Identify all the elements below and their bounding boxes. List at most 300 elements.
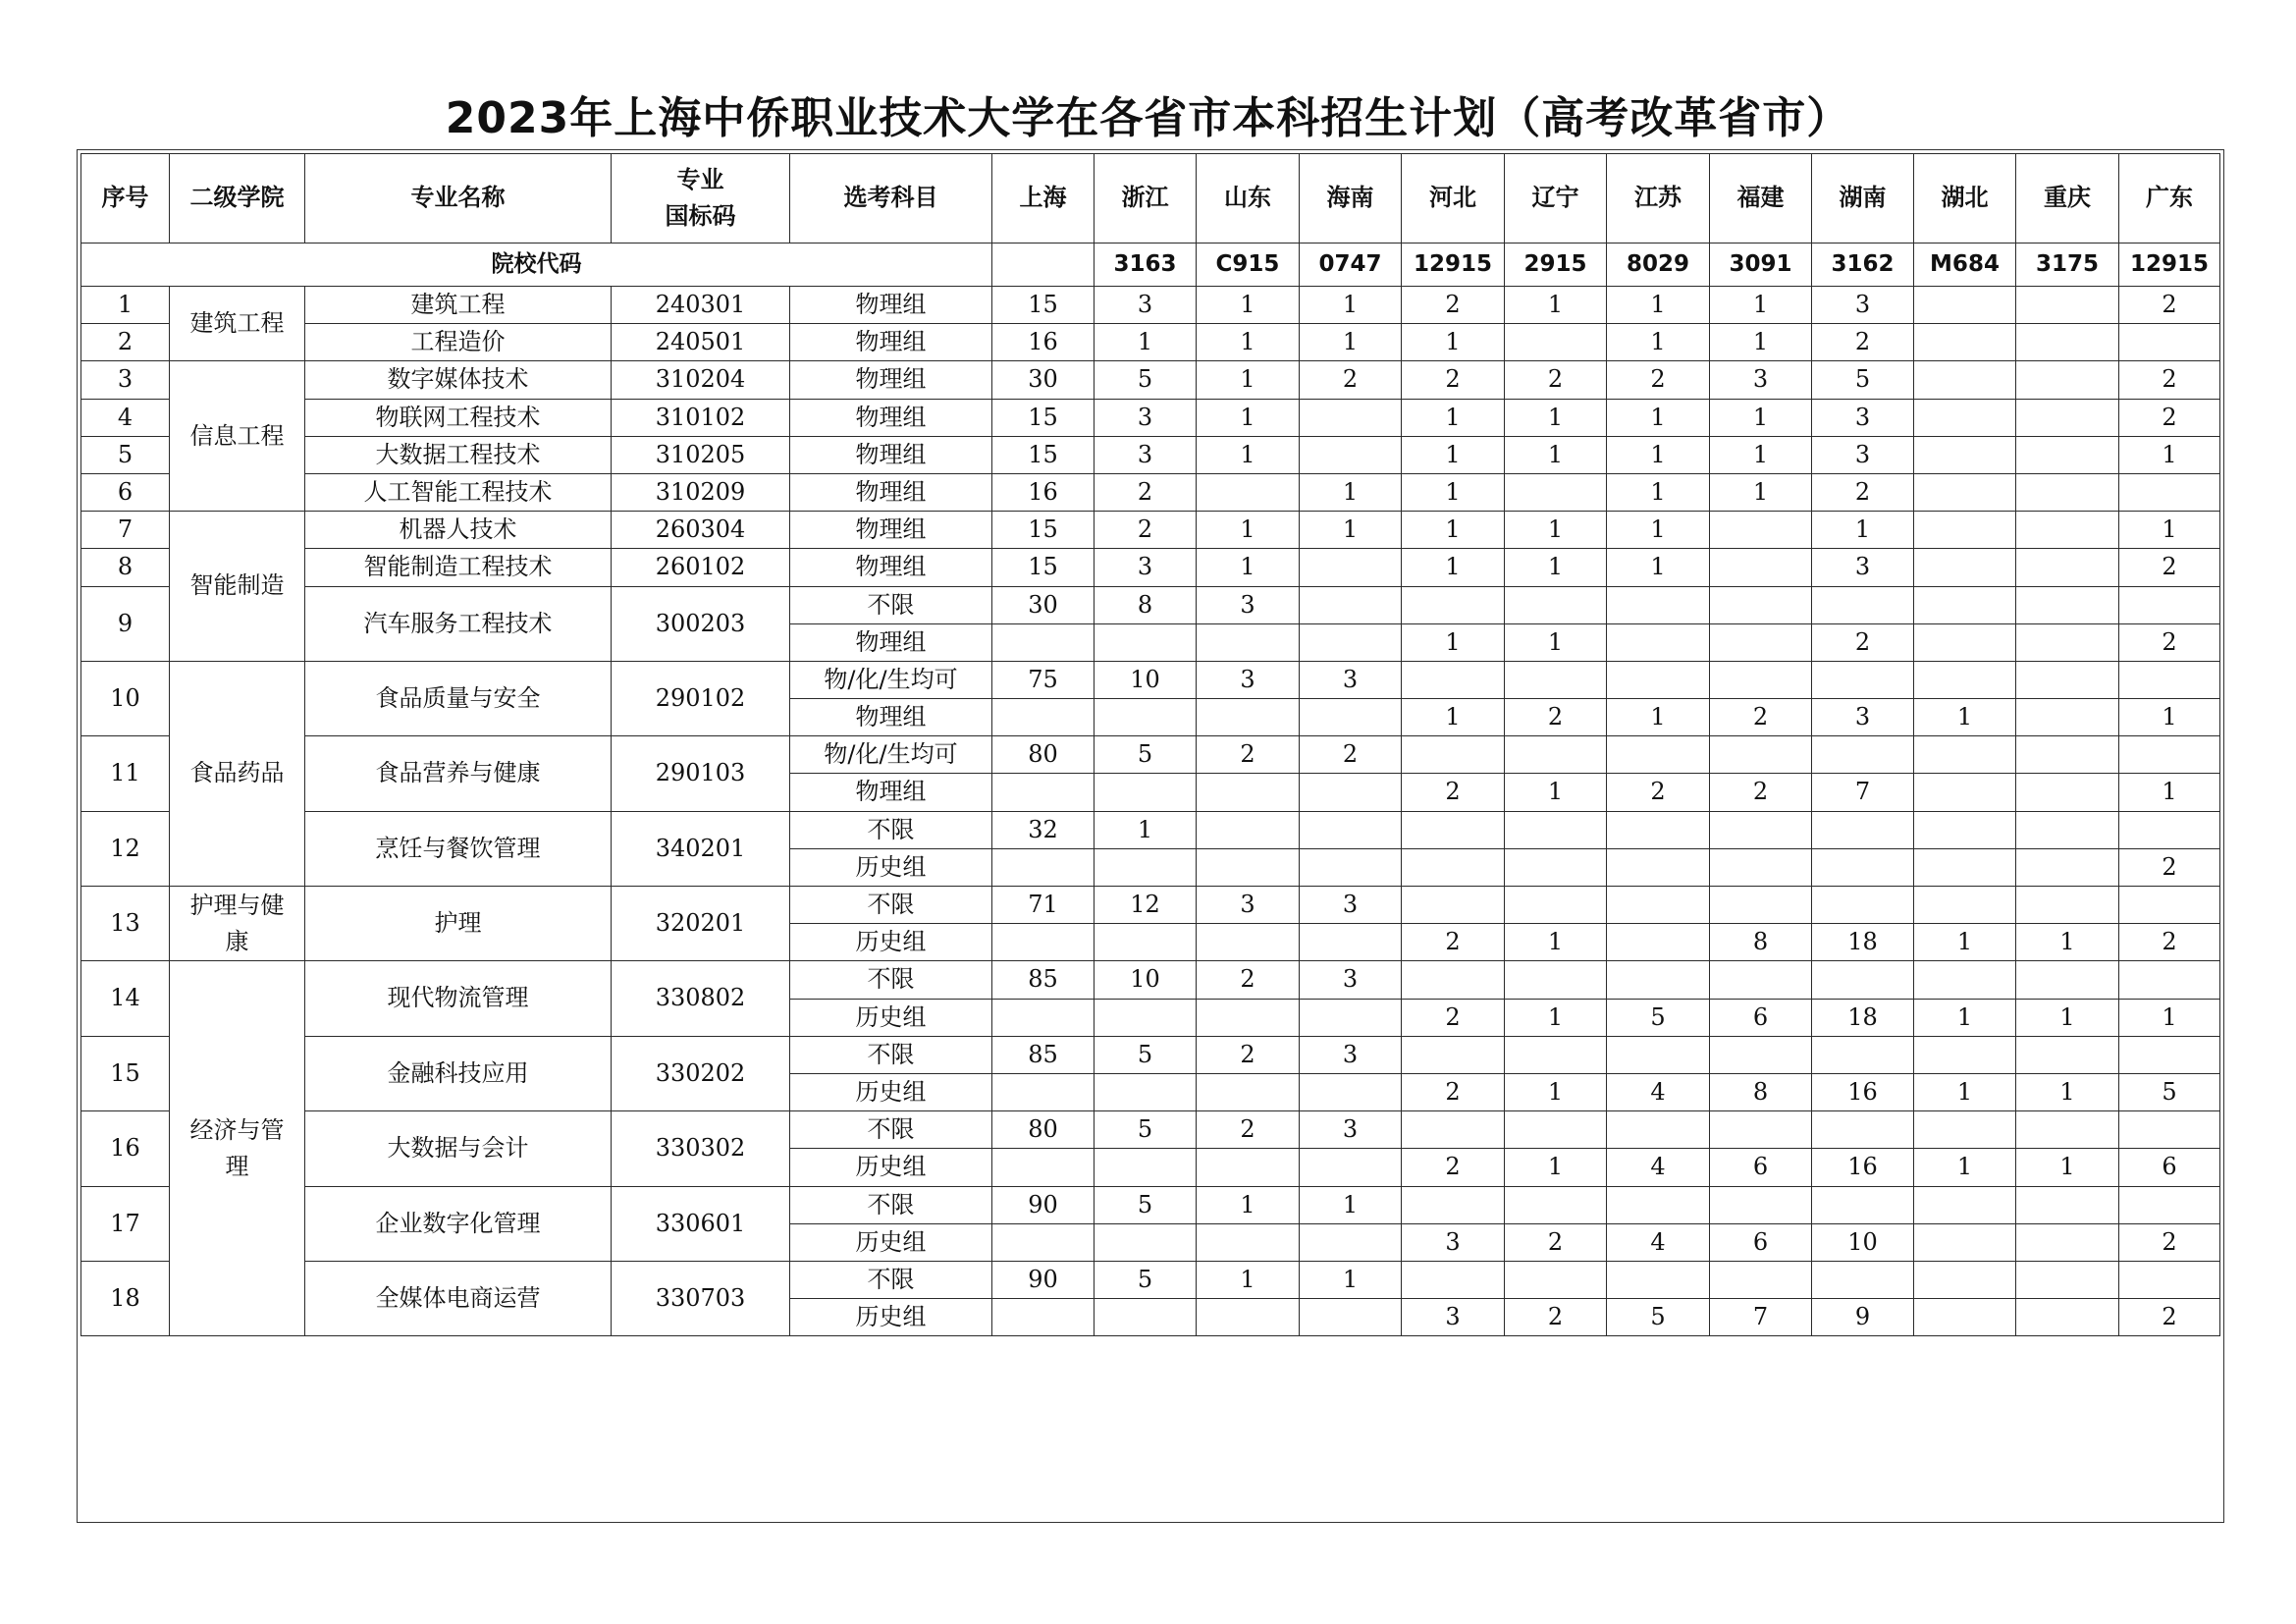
quota-cell xyxy=(1197,1223,1300,1261)
quota-cell xyxy=(1710,811,1812,848)
quota-cell: 3 xyxy=(1197,887,1300,924)
major-code: 310209 xyxy=(612,473,790,511)
quota-cell: 5 xyxy=(1812,361,1914,399)
subject-requirement: 不限 xyxy=(790,1111,992,1149)
header-province: 浙江 xyxy=(1095,154,1197,244)
header-code-line2: 国标码 xyxy=(665,202,736,230)
subject-requirement: 物理组 xyxy=(790,287,992,324)
quota-cell xyxy=(1607,848,1710,886)
quota-cell: 1 xyxy=(1607,549,1710,586)
subject-requirement: 物理组 xyxy=(790,699,992,736)
quota-cell xyxy=(1505,1036,1607,1073)
quota-cell: 15 xyxy=(992,512,1095,549)
quota-cell: 1 xyxy=(1505,774,1607,811)
quota-cell xyxy=(1710,1261,1812,1298)
college-name xyxy=(170,887,305,961)
college-name-line2: 理 xyxy=(225,1152,249,1180)
quota-cell xyxy=(992,1223,1095,1261)
quota-cell xyxy=(1197,473,1300,511)
quota-cell xyxy=(1300,924,1402,961)
college-name xyxy=(170,961,305,1336)
major-code: 310204 xyxy=(612,361,790,399)
quota-cell xyxy=(1914,736,2016,774)
quota-cell: 1 xyxy=(1914,999,2016,1036)
quota-cell xyxy=(1914,287,2016,324)
quota-cell: 5 xyxy=(1095,736,1197,774)
quota-cell xyxy=(1505,1261,1607,1298)
quota-cell: 32 xyxy=(992,811,1095,848)
quota-cell xyxy=(1300,623,1402,661)
quota-cell: 1 xyxy=(1300,512,1402,549)
quota-cell: 2 xyxy=(1402,999,1505,1036)
quota-cell xyxy=(1914,887,2016,924)
quota-cell xyxy=(1402,736,1505,774)
quota-cell xyxy=(1812,811,1914,848)
major-name: 护理 xyxy=(305,887,612,961)
quota-cell: 5 xyxy=(1095,1186,1197,1223)
quota-cell xyxy=(1402,1261,1505,1298)
quota-cell: 2 xyxy=(1505,699,1607,736)
quota-cell xyxy=(1710,512,1812,549)
quota-cell xyxy=(2119,1036,2220,1073)
quota-cell: 1 xyxy=(1197,1186,1300,1223)
quota-cell xyxy=(1607,586,1710,623)
quota-cell: 1 xyxy=(1402,399,1505,436)
quota-cell xyxy=(1914,473,2016,511)
quota-cell xyxy=(1300,774,1402,811)
quota-cell: 2 xyxy=(1197,1036,1300,1073)
major-name: 人工智能工程技术 xyxy=(305,473,612,511)
college-name: 食品药品 xyxy=(170,661,305,886)
quota-cell: 1 xyxy=(1914,924,2016,961)
quota-cell: 3 xyxy=(1197,661,1300,698)
quota-cell xyxy=(1505,961,1607,999)
quota-cell xyxy=(1710,848,1812,886)
quota-cell xyxy=(1197,699,1300,736)
quota-cell: 1 xyxy=(1300,324,1402,361)
quota-cell: 1 xyxy=(1710,324,1812,361)
row-index: 10 xyxy=(81,661,170,735)
header-code-line1: 专业 xyxy=(676,165,724,193)
quota-cell xyxy=(1095,999,1197,1036)
quota-cell xyxy=(1402,848,1505,886)
quota-cell: 2 xyxy=(1812,623,1914,661)
quota-cell xyxy=(1914,961,2016,999)
quota-cell: 10 xyxy=(1812,1223,1914,1261)
college-name-line2: 康 xyxy=(225,927,249,955)
quota-cell xyxy=(1197,999,1300,1036)
quota-cell xyxy=(1812,1111,1914,1149)
major-name: 全媒体电商运营 xyxy=(305,1261,612,1335)
major-name: 数字媒体技术 xyxy=(305,361,612,399)
major-name: 机器人技术 xyxy=(305,512,612,549)
quota-cell xyxy=(1607,887,1710,924)
quota-cell: 6 xyxy=(2119,1149,2220,1186)
quota-cell xyxy=(1095,1149,1197,1186)
quota-cell: 2 xyxy=(1710,774,1812,811)
quota-cell xyxy=(1914,436,2016,473)
quota-cell xyxy=(1914,1111,2016,1149)
quota-cell xyxy=(1607,961,1710,999)
quota-cell: 2 xyxy=(1197,736,1300,774)
major-name: 大数据工程技术 xyxy=(305,436,612,473)
quota-cell: 6 xyxy=(1710,1149,1812,1186)
quota-cell xyxy=(1607,623,1710,661)
quota-cell: 2 xyxy=(2119,549,2220,586)
quota-cell: 1 xyxy=(1607,512,1710,549)
quota-cell: 2 xyxy=(1402,924,1505,961)
quota-cell: 1 xyxy=(1197,436,1300,473)
quota-cell: 3 xyxy=(1197,586,1300,623)
header-province: 山东 xyxy=(1197,154,1300,244)
header-province: 重庆 xyxy=(2016,154,2119,244)
quota-cell: 4 xyxy=(1607,1073,1710,1110)
quota-cell xyxy=(1300,848,1402,886)
quota-cell: 2 xyxy=(2119,287,2220,324)
school-code-cell: 3175 xyxy=(2016,244,2119,287)
quota-cell: 2 xyxy=(1402,1149,1505,1186)
quota-cell: 3 xyxy=(1300,887,1402,924)
school-code-row xyxy=(81,244,2220,287)
table-row xyxy=(81,324,2220,361)
table-row xyxy=(81,811,2220,848)
quota-cell xyxy=(992,1299,1095,1336)
table-row xyxy=(81,361,2220,399)
quota-cell xyxy=(1607,1111,1710,1149)
quota-cell: 1 xyxy=(1402,324,1505,361)
quota-cell xyxy=(1710,623,1812,661)
major-code: 310102 xyxy=(612,399,790,436)
quota-cell xyxy=(1914,1261,2016,1298)
quota-cell: 1 xyxy=(1914,1149,2016,1186)
quota-cell: 3 xyxy=(1300,661,1402,698)
quota-cell: 1 xyxy=(1505,1073,1607,1110)
quota-cell: 1 xyxy=(2119,436,2220,473)
quota-cell xyxy=(1607,1186,1710,1223)
quota-cell: 5 xyxy=(1095,1111,1197,1149)
quota-cell: 2 xyxy=(2119,623,2220,661)
quota-cell xyxy=(1505,887,1607,924)
quota-cell xyxy=(1710,887,1812,924)
row-index: 14 xyxy=(81,961,170,1036)
table-row xyxy=(81,436,2220,473)
school-code-cell: M684 xyxy=(1914,244,2016,287)
quota-cell: 5 xyxy=(1095,1036,1197,1073)
header-province: 河北 xyxy=(1402,154,1505,244)
table-body xyxy=(81,154,2220,1336)
subject-requirement: 不限 xyxy=(790,1036,992,1073)
quota-cell xyxy=(1505,1186,1607,1223)
quota-cell: 6 xyxy=(1710,1223,1812,1261)
quota-cell xyxy=(1300,999,1402,1036)
subject-requirement: 历史组 xyxy=(790,1223,992,1261)
subject-requirement: 不限 xyxy=(790,1186,992,1223)
quota-cell: 2 xyxy=(1812,324,1914,361)
quota-cell: 2 xyxy=(1505,361,1607,399)
quota-cell xyxy=(1300,399,1402,436)
quota-cell: 1 xyxy=(1300,1261,1402,1298)
subject-requirement: 物理组 xyxy=(790,774,992,811)
quota-cell: 2 xyxy=(1402,1073,1505,1110)
quota-cell xyxy=(992,848,1095,886)
quota-cell xyxy=(2016,436,2119,473)
header-province: 辽宁 xyxy=(1505,154,1607,244)
quota-cell xyxy=(1914,661,2016,698)
quota-cell: 7 xyxy=(1812,774,1914,811)
quota-cell: 1 xyxy=(1505,549,1607,586)
quota-cell xyxy=(992,1073,1095,1110)
subject-requirement: 历史组 xyxy=(790,1299,992,1336)
quota-cell xyxy=(1710,1036,1812,1073)
quota-cell xyxy=(1402,887,1505,924)
header-code xyxy=(612,154,790,244)
quota-cell: 3 xyxy=(1812,549,1914,586)
quota-cell xyxy=(1300,699,1402,736)
quota-cell xyxy=(1197,623,1300,661)
quota-cell: 1 xyxy=(1505,1149,1607,1186)
quota-cell xyxy=(1095,924,1197,961)
row-index: 3 xyxy=(81,361,170,399)
quota-cell: 3 xyxy=(1300,961,1402,999)
quota-cell: 1 xyxy=(1505,287,1607,324)
quota-cell: 3 xyxy=(1095,399,1197,436)
quota-cell xyxy=(1812,736,1914,774)
quota-cell xyxy=(1197,924,1300,961)
table-row xyxy=(81,586,2220,623)
subject-requirement: 历史组 xyxy=(790,999,992,1036)
header-province: 福建 xyxy=(1710,154,1812,244)
quota-cell: 1 xyxy=(1505,924,1607,961)
quota-cell xyxy=(1607,811,1710,848)
quota-cell: 30 xyxy=(992,361,1095,399)
subject-requirement: 历史组 xyxy=(790,848,992,886)
major-name: 工程造价 xyxy=(305,324,612,361)
quota-cell: 15 xyxy=(992,549,1095,586)
quota-cell: 1 xyxy=(1402,549,1505,586)
header-row xyxy=(81,154,2220,244)
quota-cell: 1 xyxy=(1914,699,2016,736)
major-code: 260304 xyxy=(612,512,790,549)
quota-cell: 10 xyxy=(1095,961,1197,999)
row-index: 11 xyxy=(81,736,170,811)
subject-requirement: 历史组 xyxy=(790,924,992,961)
enrollment-plan-table xyxy=(80,153,2220,1336)
quota-cell: 6 xyxy=(1710,999,1812,1036)
quota-cell xyxy=(1914,549,2016,586)
quota-cell: 85 xyxy=(992,1036,1095,1073)
quota-cell: 1 xyxy=(1812,512,1914,549)
quota-cell xyxy=(2119,661,2220,698)
quota-cell xyxy=(1197,848,1300,886)
quota-cell: 15 xyxy=(992,287,1095,324)
quota-cell xyxy=(1505,736,1607,774)
quota-cell: 1 xyxy=(1710,287,1812,324)
quota-cell: 9 xyxy=(1812,1299,1914,1336)
quota-cell: 1 xyxy=(1607,287,1710,324)
quota-cell: 85 xyxy=(992,961,1095,999)
quota-cell: 1 xyxy=(1095,324,1197,361)
quota-cell: 2 xyxy=(1402,774,1505,811)
quota-cell: 18 xyxy=(1812,924,1914,961)
quota-cell xyxy=(2119,887,2220,924)
quota-cell xyxy=(1914,586,2016,623)
quota-cell xyxy=(2016,512,2119,549)
quota-cell xyxy=(1300,811,1402,848)
quota-cell xyxy=(2016,399,2119,436)
quota-cell xyxy=(1914,361,2016,399)
major-name: 智能制造工程技术 xyxy=(305,549,612,586)
quota-cell: 4 xyxy=(1607,1223,1710,1261)
subject-requirement: 不限 xyxy=(790,961,992,999)
quota-cell: 1 xyxy=(1505,399,1607,436)
major-code: 260102 xyxy=(612,549,790,586)
quota-cell: 5 xyxy=(1607,999,1710,1036)
quota-cell: 80 xyxy=(992,1111,1095,1149)
quota-cell: 5 xyxy=(2119,1073,2220,1110)
quota-cell xyxy=(1710,1186,1812,1223)
quota-cell xyxy=(2016,473,2119,511)
quota-cell xyxy=(1914,1299,2016,1336)
quota-cell: 80 xyxy=(992,736,1095,774)
quota-cell xyxy=(1402,961,1505,999)
header-province: 广东 xyxy=(2119,154,2220,244)
quota-cell xyxy=(1812,1261,1914,1298)
quota-cell: 1 xyxy=(1505,623,1607,661)
quota-cell xyxy=(2016,736,2119,774)
quota-cell: 1 xyxy=(1300,1186,1402,1223)
quota-cell xyxy=(2016,699,2119,736)
quota-cell: 16 xyxy=(1812,1073,1914,1110)
table-row xyxy=(81,473,2220,511)
quota-cell xyxy=(1095,848,1197,886)
school-code-label: 院校代码 xyxy=(81,244,992,287)
quota-cell: 2 xyxy=(1607,774,1710,811)
quota-cell: 3 xyxy=(1095,287,1197,324)
quota-cell xyxy=(2016,661,2119,698)
quota-cell xyxy=(1812,1036,1914,1073)
quota-cell: 16 xyxy=(992,324,1095,361)
college-name-line1: 经济与管 xyxy=(189,1115,285,1144)
quota-cell: 3 xyxy=(1300,1036,1402,1073)
quota-cell xyxy=(1095,1299,1197,1336)
quota-cell xyxy=(1710,736,1812,774)
quota-cell xyxy=(2016,287,2119,324)
quota-cell: 3 xyxy=(1095,436,1197,473)
quota-cell xyxy=(2016,961,2119,999)
quota-cell xyxy=(2119,586,2220,623)
quota-cell: 1 xyxy=(1402,699,1505,736)
quota-cell: 5 xyxy=(1607,1299,1710,1336)
school-code-cell: 0747 xyxy=(1300,244,1402,287)
quota-cell xyxy=(2119,811,2220,848)
quota-cell: 5 xyxy=(1095,1261,1197,1298)
row-index: 9 xyxy=(81,586,170,661)
quota-cell xyxy=(992,774,1095,811)
major-name: 金融科技应用 xyxy=(305,1036,612,1110)
quota-cell xyxy=(1812,1186,1914,1223)
table-row xyxy=(81,549,2220,586)
quota-cell xyxy=(2016,848,2119,886)
quota-cell xyxy=(992,999,1095,1036)
quota-cell: 2 xyxy=(1812,473,1914,511)
quota-cell: 1 xyxy=(1505,512,1607,549)
quota-cell xyxy=(2016,1299,2119,1336)
major-name: 建筑工程 xyxy=(305,287,612,324)
quota-cell xyxy=(2016,1223,2119,1261)
quota-cell xyxy=(992,699,1095,736)
major-code: 300203 xyxy=(612,586,790,661)
row-index: 6 xyxy=(81,473,170,511)
quota-cell xyxy=(1914,1223,2016,1261)
subject-requirement: 物理组 xyxy=(790,512,992,549)
header-province: 海南 xyxy=(1300,154,1402,244)
quota-cell: 1 xyxy=(1197,399,1300,436)
subject-requirement: 物理组 xyxy=(790,436,992,473)
quota-cell: 15 xyxy=(992,399,1095,436)
quota-cell xyxy=(1402,661,1505,698)
quota-cell: 2 xyxy=(1197,961,1300,999)
major-code: 330202 xyxy=(612,1036,790,1110)
table-row xyxy=(81,287,2220,324)
quota-cell: 2 xyxy=(2119,848,2220,886)
major-code: 240301 xyxy=(612,287,790,324)
major-code: 330601 xyxy=(612,1186,790,1261)
quota-cell: 3 xyxy=(1095,549,1197,586)
quota-cell xyxy=(1197,1299,1300,1336)
school-code-cell: 12915 xyxy=(2119,244,2220,287)
subject-requirement: 历史组 xyxy=(790,1149,992,1186)
quota-cell: 2 xyxy=(1402,361,1505,399)
quota-cell xyxy=(992,924,1095,961)
quota-cell: 2 xyxy=(2119,1299,2220,1336)
major-name: 现代物流管理 xyxy=(305,961,612,1036)
quota-cell: 8 xyxy=(1710,924,1812,961)
quota-cell: 1 xyxy=(2119,774,2220,811)
quota-cell xyxy=(1710,961,1812,999)
quota-cell: 1 xyxy=(1710,473,1812,511)
quota-cell: 71 xyxy=(992,887,1095,924)
row-index: 13 xyxy=(81,887,170,961)
quota-cell: 3 xyxy=(1812,699,1914,736)
quota-cell xyxy=(1914,623,2016,661)
school-code-cell: 3091 xyxy=(1710,244,1812,287)
quota-cell: 75 xyxy=(992,661,1095,698)
quota-cell: 1 xyxy=(1197,1261,1300,1298)
quota-cell: 1 xyxy=(2119,999,2220,1036)
major-name: 企业数字化管理 xyxy=(305,1186,612,1261)
quota-cell xyxy=(1197,1073,1300,1110)
school-code-cell: 3162 xyxy=(1812,244,1914,287)
quota-cell xyxy=(1402,811,1505,848)
quota-cell: 2 xyxy=(2119,361,2220,399)
major-name: 食品营养与健康 xyxy=(305,736,612,811)
quota-cell: 2 xyxy=(1197,1111,1300,1149)
quota-cell: 1 xyxy=(2119,512,2220,549)
quota-cell xyxy=(2119,1186,2220,1223)
quota-cell xyxy=(1095,1223,1197,1261)
quota-cell: 1 xyxy=(2016,1149,2119,1186)
major-name: 烹饪与餐饮管理 xyxy=(305,811,612,886)
quota-cell xyxy=(2119,324,2220,361)
major-code: 330302 xyxy=(612,1111,790,1186)
header-index: 序号 xyxy=(81,154,170,244)
quota-cell xyxy=(2016,887,2119,924)
quota-cell: 8 xyxy=(1710,1073,1812,1110)
subject-requirement: 物理组 xyxy=(790,361,992,399)
quota-cell: 1 xyxy=(1402,512,1505,549)
subject-requirement: 物理组 xyxy=(790,324,992,361)
college-name: 建筑工程 xyxy=(170,287,305,361)
